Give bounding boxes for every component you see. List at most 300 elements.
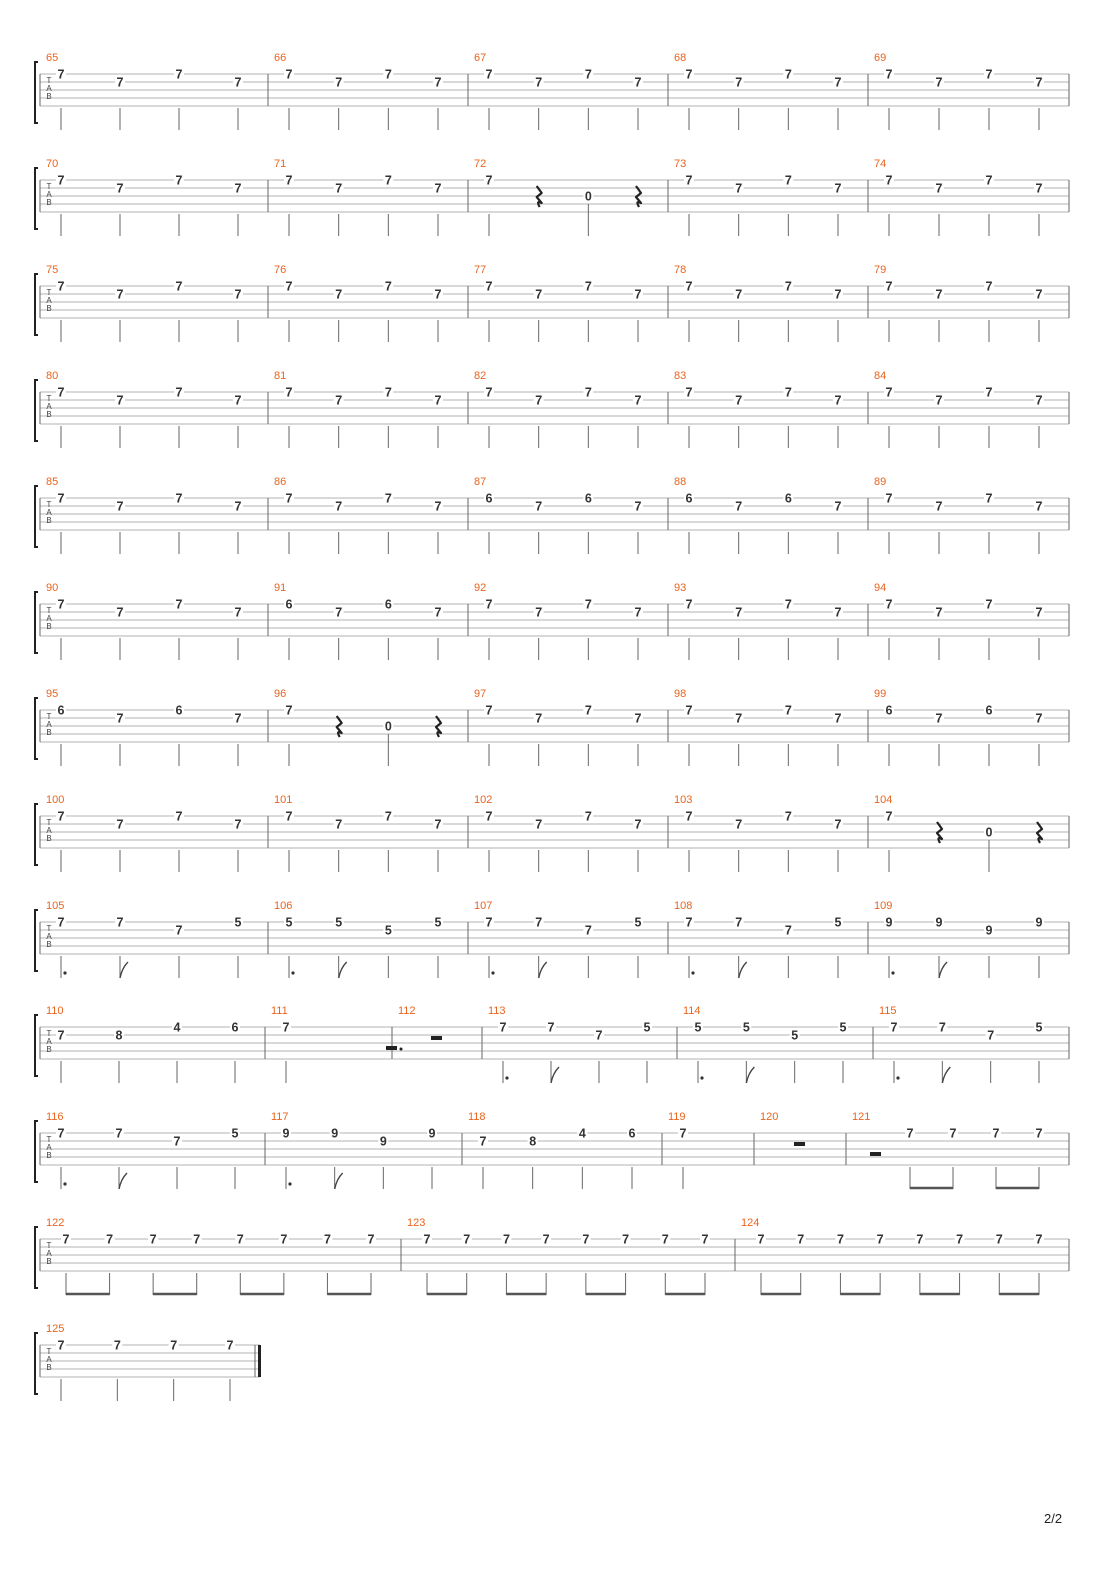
fret-number: 7 — [735, 499, 743, 514]
fret-number: 7 — [584, 923, 592, 938]
fret-number: 7 — [175, 385, 183, 400]
fret-number: 7 — [384, 173, 392, 188]
fret-number: 7 — [784, 597, 792, 612]
dotted-note-dot — [291, 971, 294, 974]
measure-number: 97 — [474, 688, 487, 700]
tab-clef-letter: A — [46, 508, 52, 517]
system-bracket — [35, 1121, 38, 1182]
tab-clef-letter: B — [46, 92, 52, 101]
dotted-note-dot — [896, 1076, 899, 1079]
fret-number: 7 — [987, 1028, 995, 1043]
fret-number: 7 — [175, 923, 183, 938]
eighth-flag — [119, 1173, 127, 1189]
measure-number: 69 — [874, 52, 887, 64]
fret-number: 5 — [791, 1028, 799, 1043]
tab-clef-letter: A — [46, 402, 52, 411]
eighth-flag — [120, 962, 128, 978]
measure-number: 79 — [874, 264, 887, 276]
tab-system — [35, 582, 1069, 660]
tab-clef-letter: T — [46, 182, 52, 191]
measure-number: 121 — [852, 1111, 871, 1123]
fret-number: 7 — [285, 67, 293, 82]
measure-number: 112 — [398, 1005, 416, 1017]
fret-number: 7 — [634, 75, 642, 90]
fret-number: 7 — [584, 703, 592, 718]
quarter-rest — [537, 186, 542, 207]
system-bracket — [35, 168, 38, 229]
fret-number: 5 — [384, 923, 392, 938]
measure-number: 76 — [274, 264, 287, 276]
fret-number: 7 — [116, 817, 124, 832]
fret-number: 7 — [535, 817, 543, 832]
measure-number: 118 — [468, 1111, 486, 1123]
fret-number: 7 — [679, 1126, 687, 1141]
tab-clef-letter: T — [46, 1347, 52, 1356]
measure-number: 120 — [760, 1111, 779, 1123]
fret-number: 7 — [193, 1232, 201, 1247]
fret-number: 7 — [434, 181, 442, 196]
fret-number: 7 — [285, 385, 293, 400]
fret-number: 5 — [643, 1020, 651, 1035]
fret-number: 7 — [995, 1232, 1003, 1247]
measure-number: 81 — [274, 370, 287, 382]
fret-number: 7 — [113, 1338, 121, 1353]
measure-number: 72 — [474, 158, 487, 170]
fret-number: 7 — [906, 1126, 914, 1141]
fret-number: 7 — [582, 1232, 590, 1247]
fret-number: 7 — [784, 67, 792, 82]
fret-number: 7 — [885, 173, 893, 188]
fret-number: 6 — [57, 703, 65, 718]
fret-number: 5 — [285, 915, 293, 930]
fret-number: 7 — [935, 605, 943, 620]
tab-clef-letter: T — [46, 712, 52, 721]
fret-number: 7 — [57, 809, 65, 824]
eighth-flag — [335, 1173, 343, 1189]
fret-number: 7 — [62, 1232, 70, 1247]
system-bracket — [35, 274, 38, 335]
system-bracket — [35, 380, 38, 441]
tab-system — [35, 1217, 1069, 1295]
fret-number: 7 — [234, 817, 242, 832]
fret-number: 7 — [685, 597, 693, 612]
fret-number: 7 — [985, 597, 993, 612]
fret-number: 7 — [335, 499, 343, 514]
fret-number: 7 — [547, 1020, 555, 1035]
dotted-note-dot — [691, 971, 694, 974]
fret-number: 7 — [234, 605, 242, 620]
fret-number: 4 — [578, 1126, 586, 1141]
system-bracket — [35, 1333, 38, 1394]
fret-number: 7 — [784, 703, 792, 718]
measure-number: 98 — [674, 688, 687, 700]
tab-system — [35, 794, 1069, 872]
fret-number: 7 — [735, 181, 743, 196]
fret-number: 7 — [935, 711, 943, 726]
fret-number: 7 — [57, 173, 65, 188]
fret-number: 7 — [434, 605, 442, 620]
fret-number: 7 — [685, 703, 693, 718]
fret-number: 7 — [434, 393, 442, 408]
fret-number: 6 — [485, 491, 493, 506]
measure-number: 66 — [274, 52, 287, 64]
fret-number: 7 — [116, 75, 124, 90]
fret-number: 7 — [485, 597, 493, 612]
tab-system — [35, 476, 1069, 554]
fret-number: 7 — [57, 491, 65, 506]
measure-number: 93 — [674, 582, 687, 594]
dotted-note-dot — [505, 1076, 508, 1079]
fret-number: 7 — [384, 491, 392, 506]
fret-number: 7 — [935, 287, 943, 302]
fret-number: 7 — [285, 491, 293, 506]
fret-number: 5 — [742, 1020, 750, 1035]
fret-number: 5 — [335, 915, 343, 930]
fret-number: 7 — [335, 181, 343, 196]
fret-number: 7 — [485, 279, 493, 294]
quarter-rest — [436, 716, 441, 737]
fret-number: 7 — [584, 597, 592, 612]
measure-number: 116 — [46, 1111, 64, 1123]
tab-clef-letter: A — [46, 826, 52, 835]
measure-number: 90 — [46, 582, 59, 594]
fret-number: 7 — [836, 1232, 844, 1247]
tab-clef-letter: B — [46, 304, 52, 313]
fret-number: 7 — [834, 181, 842, 196]
fret-number: 7 — [685, 915, 693, 930]
tab-clef-letter: A — [46, 1355, 52, 1364]
fret-number: 7 — [485, 385, 493, 400]
fret-number: 7 — [234, 393, 242, 408]
fret-number: 5 — [839, 1020, 847, 1035]
tab-clef-letter: A — [46, 720, 52, 729]
fret-number: 7 — [285, 173, 293, 188]
tab-system — [35, 52, 1069, 130]
fret-number: 7 — [485, 915, 493, 930]
measure-number: 71 — [274, 158, 287, 170]
fret-number: 7 — [634, 711, 642, 726]
fret-number: 7 — [175, 597, 183, 612]
measure-number: 124 — [741, 1217, 760, 1229]
measure-number: 111 — [271, 1005, 288, 1017]
fret-number: 7 — [234, 711, 242, 726]
fret-number: 7 — [285, 809, 293, 824]
fret-number: 7 — [234, 287, 242, 302]
measure-number: 122 — [46, 1217, 65, 1229]
fret-number: 7 — [282, 1020, 290, 1035]
fret-number: 7 — [584, 809, 592, 824]
dotted-note-dot — [63, 1182, 66, 1185]
dotted-note-dot — [288, 1182, 291, 1185]
fret-number: 7 — [116, 915, 124, 930]
tab-system — [35, 1323, 261, 1401]
fret-number: 5 — [1035, 1020, 1043, 1035]
fret-number: 7 — [834, 499, 842, 514]
system-bracket — [35, 1227, 38, 1288]
measure-number: 89 — [874, 476, 887, 488]
system-bracket — [35, 910, 38, 971]
measure-number: 113 — [488, 1005, 506, 1017]
fret-number: 7 — [938, 1020, 946, 1035]
fret-number: 7 — [434, 817, 442, 832]
quarter-rest — [337, 716, 342, 737]
fret-number: 7 — [116, 287, 124, 302]
fret-number: 7 — [335, 75, 343, 90]
fret-number: 7 — [834, 605, 842, 620]
fret-number: 7 — [323, 1232, 331, 1247]
measure-number: 103 — [674, 794, 693, 806]
system-bracket — [35, 804, 38, 865]
fret-number: 7 — [434, 499, 442, 514]
measure-number: 91 — [274, 582, 287, 594]
fret-number: 7 — [735, 75, 743, 90]
fret-number: 7 — [170, 1338, 178, 1353]
eighth-flag — [939, 962, 947, 978]
fret-number: 5 — [234, 915, 242, 930]
fret-number: 9 — [379, 1134, 387, 1149]
dotted-note-dot — [63, 971, 66, 974]
tab-clef-letter: A — [46, 296, 52, 305]
fret-number: 7 — [285, 279, 293, 294]
measure-number: 114 — [683, 1005, 701, 1017]
fret-number: 7 — [1035, 605, 1043, 620]
tab-clef-letter: A — [46, 84, 52, 93]
system-bracket — [35, 1015, 38, 1076]
measure-number: 125 — [46, 1323, 65, 1335]
systems-layer — [35, 52, 1069, 1401]
fret-number: 7 — [106, 1232, 114, 1247]
tab-clef-letter: T — [46, 1029, 52, 1038]
fret-number: 7 — [335, 817, 343, 832]
fret-number: 7 — [784, 173, 792, 188]
fret-number: 9 — [935, 915, 943, 930]
fret-number: 7 — [784, 923, 792, 938]
fret-number: 7 — [685, 385, 693, 400]
fret-number: 7 — [890, 1020, 898, 1035]
fret-number: 7 — [685, 67, 693, 82]
fret-number: 7 — [57, 1338, 65, 1353]
fret-number: 6 — [175, 703, 183, 718]
fret-number: 6 — [384, 597, 392, 612]
fret-number: 7 — [1035, 711, 1043, 726]
measure-number: 73 — [674, 158, 687, 170]
measure-number: 119 — [668, 1111, 686, 1123]
fret-number: 7 — [173, 1134, 181, 1149]
tab-clef-letter: B — [46, 622, 52, 631]
measure-number: 115 — [879, 1005, 897, 1017]
fret-number: 7 — [935, 75, 943, 90]
fret-number: 7 — [479, 1134, 487, 1149]
fret-number: 7 — [685, 279, 693, 294]
measure-number: 107 — [474, 900, 493, 912]
fret-number: 7 — [57, 597, 65, 612]
fret-number: 7 — [535, 287, 543, 302]
fret-number: 7 — [234, 181, 242, 196]
fret-number: 7 — [784, 279, 792, 294]
tab-system — [35, 264, 1069, 342]
fret-number: 7 — [367, 1232, 375, 1247]
fret-number: 5 — [834, 915, 842, 930]
dotted-note-dot — [700, 1076, 703, 1079]
fret-number: 7 — [634, 499, 642, 514]
fret-number: 7 — [701, 1232, 709, 1247]
measure-number: 105 — [46, 900, 65, 912]
fret-number: 7 — [535, 75, 543, 90]
measure-number: 83 — [674, 370, 687, 382]
dotted-note-dot — [891, 971, 894, 974]
tab-clef-letter: A — [46, 932, 52, 941]
eighth-flag — [551, 1067, 559, 1083]
fret-number: 7 — [463, 1232, 471, 1247]
tab-system — [35, 158, 1069, 236]
tab-clef-letter: A — [46, 190, 52, 199]
fret-number: 9 — [985, 923, 993, 938]
fret-number: 7 — [885, 67, 893, 82]
fret-number: 0 — [985, 825, 993, 840]
fret-number: 7 — [1035, 75, 1043, 90]
fret-number: 0 — [584, 189, 592, 204]
fret-number: 6 — [231, 1020, 239, 1035]
fret-number: 5 — [231, 1126, 239, 1141]
fret-number: 8 — [115, 1028, 123, 1043]
fret-number: 5 — [634, 915, 642, 930]
measure-number: 86 — [274, 476, 287, 488]
fret-number: 7 — [423, 1232, 431, 1247]
fret-number: 5 — [694, 1020, 702, 1035]
tab-system — [35, 370, 1069, 448]
measure-number: 80 — [46, 370, 59, 382]
fret-number: 7 — [535, 393, 543, 408]
fret-number: 7 — [502, 1232, 510, 1247]
system-bracket — [35, 698, 38, 759]
fret-number: 7 — [1035, 1232, 1043, 1247]
tab-clef-letter: B — [46, 1045, 52, 1054]
fret-number: 7 — [1035, 181, 1043, 196]
fret-number: 9 — [1035, 915, 1043, 930]
fret-number: 6 — [885, 703, 893, 718]
fret-number: 7 — [280, 1232, 288, 1247]
fret-number: 7 — [797, 1232, 805, 1247]
fret-number: 7 — [57, 915, 65, 930]
measure-number: 84 — [874, 370, 887, 382]
fret-number: 7 — [985, 279, 993, 294]
fret-number: 7 — [735, 605, 743, 620]
fret-number: 7 — [499, 1020, 507, 1035]
measure-number: 74 — [874, 158, 887, 170]
fret-number: 7 — [1035, 287, 1043, 302]
quarter-rest — [636, 186, 641, 207]
measure-number: 88 — [674, 476, 687, 488]
measure-number: 101 — [274, 794, 293, 806]
fret-number: 7 — [935, 499, 943, 514]
fret-number: 7 — [885, 385, 893, 400]
fret-number: 7 — [226, 1338, 234, 1353]
fret-number: 7 — [985, 67, 993, 82]
tab-clef-letter: T — [46, 288, 52, 297]
fret-number: 7 — [584, 279, 592, 294]
fret-number: 7 — [885, 491, 893, 506]
fret-number: 7 — [634, 605, 642, 620]
measure-number: 65 — [46, 52, 59, 64]
measure-number: 123 — [407, 1217, 426, 1229]
fret-number: 9 — [282, 1126, 290, 1141]
fret-number: 7 — [542, 1232, 550, 1247]
tab-clef-letter: T — [46, 1241, 52, 1250]
fret-number: 7 — [234, 499, 242, 514]
tab-clef-letter: T — [46, 606, 52, 615]
tab-system — [35, 688, 1069, 766]
system-bracket — [35, 62, 38, 123]
tab-clef-letter: T — [46, 818, 52, 827]
eighth-flag — [942, 1067, 950, 1083]
fret-number: 7 — [661, 1232, 669, 1247]
tab-clef-letter: A — [46, 1249, 52, 1258]
fret-number: 7 — [236, 1232, 244, 1247]
fret-number: 6 — [784, 491, 792, 506]
fret-number: 7 — [985, 173, 993, 188]
fret-number: 7 — [1035, 499, 1043, 514]
eighth-flag — [739, 962, 747, 978]
page-number: 2/2 — [1044, 1511, 1063, 1526]
fret-number: 7 — [485, 67, 493, 82]
measure-number: 109 — [874, 900, 893, 912]
fret-number: 7 — [285, 703, 293, 718]
measure-number: 94 — [874, 582, 887, 594]
measure-number: 117 — [271, 1111, 289, 1123]
tab-clef-letter: B — [46, 410, 52, 419]
fret-number: 7 — [149, 1232, 157, 1247]
quarter-rest — [1037, 822, 1042, 843]
fret-number: 6 — [985, 703, 993, 718]
measure-number: 110 — [46, 1005, 64, 1017]
fret-number: 7 — [384, 809, 392, 824]
fret-number: 7 — [735, 817, 743, 832]
tab-clef-letter: B — [46, 834, 52, 843]
fret-number: 7 — [116, 181, 124, 196]
fret-number: 7 — [735, 287, 743, 302]
fret-number: 7 — [1035, 393, 1043, 408]
measure-number: 92 — [474, 582, 487, 594]
final-barline-thick — [258, 1345, 261, 1377]
fret-number: 7 — [834, 287, 842, 302]
measure-number: 77 — [474, 264, 487, 276]
fret-number: 7 — [175, 279, 183, 294]
dotted-half-rest-dot — [400, 1048, 403, 1051]
fret-number: 7 — [935, 181, 943, 196]
fret-number: 7 — [116, 711, 124, 726]
fret-number: 7 — [57, 1028, 65, 1043]
fret-number: 7 — [834, 711, 842, 726]
fret-number: 7 — [335, 393, 343, 408]
fret-number: 7 — [685, 173, 693, 188]
fret-number: 7 — [916, 1232, 924, 1247]
tab-clef-letter: T — [46, 394, 52, 403]
fret-number: 7 — [384, 385, 392, 400]
tab-clef-letter: A — [46, 1143, 52, 1152]
eighth-flag — [539, 962, 547, 978]
measure-number: 102 — [474, 794, 493, 806]
fret-number: 7 — [116, 393, 124, 408]
fret-number: 7 — [584, 385, 592, 400]
fret-number: 7 — [834, 393, 842, 408]
fret-number: 5 — [434, 915, 442, 930]
tab-system — [35, 1111, 1069, 1189]
fret-number: 6 — [628, 1126, 636, 1141]
fret-number: 7 — [956, 1232, 964, 1247]
fret-number: 7 — [485, 809, 493, 824]
fret-number: 7 — [335, 287, 343, 302]
fret-number: 7 — [757, 1232, 765, 1247]
